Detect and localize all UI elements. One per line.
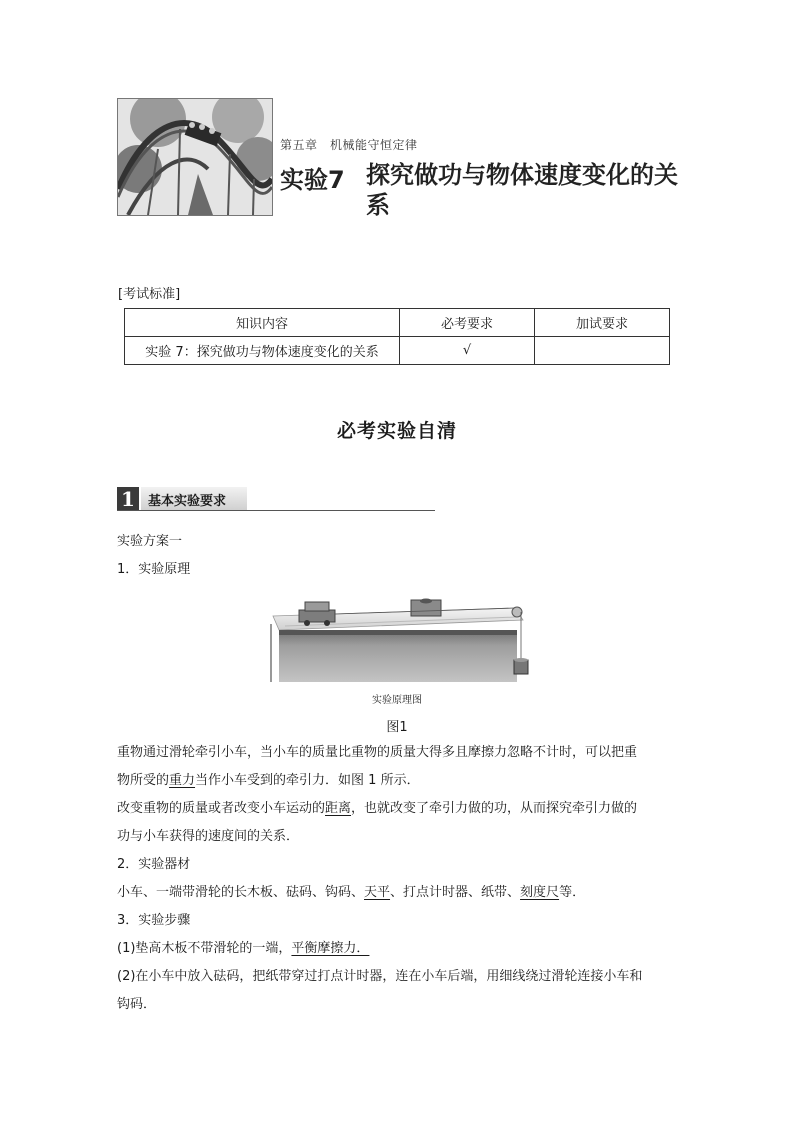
section-number-badge: 1 <box>117 487 139 511</box>
roller-coaster-photo <box>117 98 273 216</box>
text-span: (1)垫高木板不带滑轮的一端， <box>117 941 292 956</box>
exam-standard-table <box>124 308 670 365</box>
text-line: 重物通过滑轮牵引小车，当小车的质量比重物的质量大得多且摩擦力忽略不计时，可以把重 <box>117 745 638 760</box>
text-line: 功与小车获得的速度间的关系． <box>117 829 300 844</box>
column-header: 必考要求 <box>400 309 535 337</box>
scheme-label: 实验方案一 <box>117 534 183 549</box>
text-line <box>117 941 369 957</box>
experiment-diagram <box>265 590 530 689</box>
text-span: ，也就改变了牵引力做的功，从而探究牵引力做的 <box>351 801 638 816</box>
text-span: 小车、一端带滑轮的长木板、砝码、钩码、 <box>117 885 365 900</box>
text-span: 、打点计时器、纸带、 <box>390 885 521 900</box>
answer-blank: 天平 <box>364 885 391 900</box>
text-span: 当作小车受到的牵引力．如图 1 所示． <box>195 773 420 788</box>
answer-blank: 重力 <box>169 773 196 788</box>
text-line <box>117 885 585 901</box>
section-title: 必考实验自清 <box>336 420 457 442</box>
table-cell: 实验 7：探究做功与物体速度变化的关系 <box>125 337 400 365</box>
steps-heading: 3．实验步骤 <box>117 913 191 928</box>
section-heading: 基本实验要求 <box>148 494 227 509</box>
page-title: 探究做功与物体速度变化的关系 <box>366 161 678 219</box>
check-mark: √ <box>400 337 535 365</box>
equipment-heading: 2．实验器材 <box>117 857 191 872</box>
text-line <box>117 801 637 817</box>
figure-number: 图1 <box>386 720 408 735</box>
exam-standard-heading: [考试标准] <box>118 287 181 302</box>
table-header-row <box>125 309 670 337</box>
divider <box>117 510 435 511</box>
principle-heading: 1．实验原理 <box>117 562 191 577</box>
figure-caption: 实验原理图 <box>372 695 422 706</box>
answer-blank: 距离 <box>325 801 352 816</box>
text-line: 钩码． <box>117 997 157 1012</box>
experiment-number: 实验7 <box>280 166 345 194</box>
table-row <box>125 337 670 365</box>
answer-blank: 平衡摩擦力． <box>291 941 370 956</box>
answer-blank: 刻度尺 <box>520 885 560 900</box>
column-header: 知识内容 <box>125 309 400 337</box>
chapter-label: 第五章 机械能守恒定律 <box>280 138 418 152</box>
text-line <box>117 773 420 789</box>
text-line: (2)在小车中放入砝码，把纸带穿过打点计时器，连在小车后端，用细线绕过滑轮连接小车和 <box>117 969 643 984</box>
column-header: 加试要求 <box>535 309 670 337</box>
text-span: 等． <box>559 885 586 900</box>
text-span: 改变重物的质量或者改变小车运动的 <box>117 801 326 816</box>
table-cell <box>535 337 670 365</box>
text-span: 物所受的 <box>117 773 170 788</box>
